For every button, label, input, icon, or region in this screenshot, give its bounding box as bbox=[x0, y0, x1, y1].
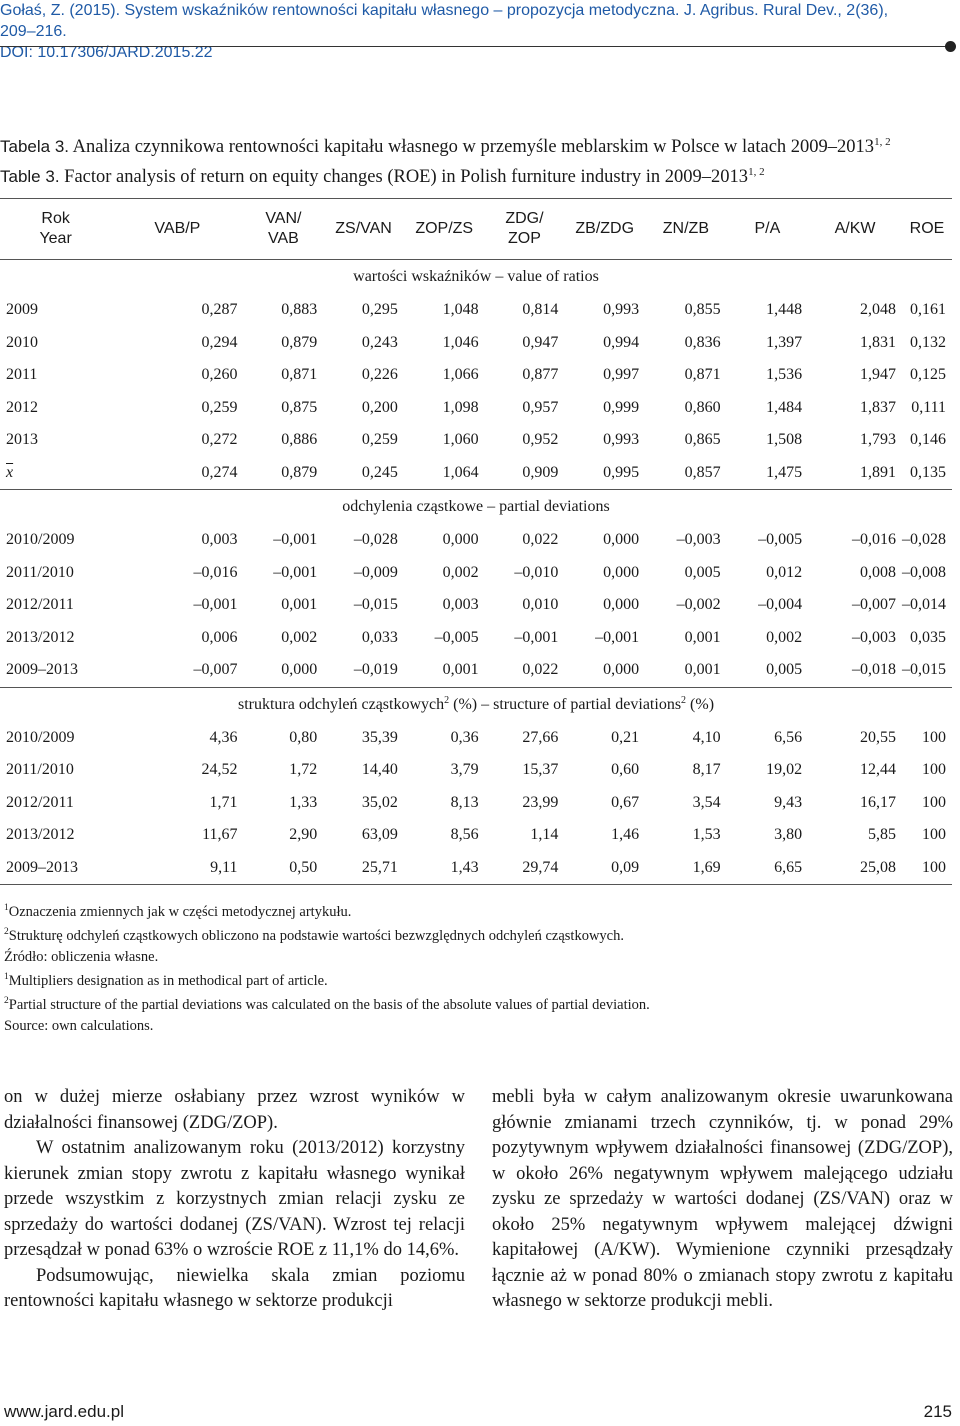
table-cell: –0,007 bbox=[193, 661, 238, 679]
note-text: Multipliers designation as in methodical part of article. bbox=[8, 972, 328, 989]
body-paragraph: W ostatnim analizowanym roku (2013/2012) korzystny kierunek zmian stopy zwrotu z kapitału własnego wynikał przede wszystkim z korzystnych zmian relacji zysku ze sprzedaży do wartości dodanej (ZS/VAN). Wzrost tej relacji przesądzał w ponad 63% o wzroście ROE z 11,1% do 14,6%. bbox=[4, 1138, 465, 1260]
table-cell: 0,245 bbox=[361, 463, 398, 481]
header-col: A/KW bbox=[834, 220, 876, 237]
table-cell: 0,132 bbox=[910, 333, 946, 351]
table-cell: –0,001 bbox=[514, 628, 559, 646]
header-rule bbox=[0, 46, 946, 47]
table-cell: 1,448 bbox=[766, 301, 803, 319]
table-cell: 0,243 bbox=[361, 333, 398, 351]
table-cell: –0,003 bbox=[676, 531, 721, 549]
table-row bbox=[0, 557, 952, 590]
body-column-right bbox=[492, 1085, 953, 1315]
table-cell: 8,13 bbox=[450, 793, 479, 811]
table-cell: 0,135 bbox=[910, 463, 946, 481]
table-cell: –0,008 bbox=[902, 563, 946, 581]
row-year: 2009 bbox=[6, 301, 38, 319]
caption-en-text: Factor analysis of return on equity changes (ROE) in Polish furniture industry in 2009–2013 bbox=[64, 167, 749, 188]
row-year: 2010 bbox=[6, 333, 38, 351]
note-line bbox=[4, 967, 944, 991]
row-year: 2012 bbox=[6, 398, 38, 416]
row-year: 2010/2009 bbox=[6, 728, 75, 746]
header-col: VAB/P bbox=[154, 220, 201, 237]
table-row bbox=[0, 754, 952, 787]
table-cell: 1,71 bbox=[209, 793, 238, 811]
table-cell: 100 bbox=[902, 852, 952, 885]
table-cell: 27,66 bbox=[522, 728, 559, 746]
table-cell: 1,048 bbox=[442, 301, 479, 319]
page-number: 215 bbox=[923, 1402, 952, 1421]
table-cell: 0,295 bbox=[361, 301, 398, 319]
table-cell: 9,43 bbox=[774, 793, 803, 811]
table-cell: 0,200 bbox=[361, 398, 398, 416]
note-line bbox=[4, 1016, 944, 1037]
table-cell: 0,001 bbox=[684, 628, 721, 646]
table-cell: 25,71 bbox=[323, 852, 404, 885]
header-rok: Rok bbox=[41, 210, 70, 227]
table-cell: 6,65 bbox=[727, 852, 809, 885]
table-cell: 0,000 bbox=[442, 531, 479, 549]
row-year bbox=[0, 457, 111, 490]
caption-en-label: Table 3. bbox=[0, 167, 60, 187]
table-cell: –0,005 bbox=[758, 531, 803, 549]
table-cell: 0,886 bbox=[281, 431, 318, 449]
header-year-en: Year bbox=[39, 230, 72, 247]
caption-pl bbox=[0, 130, 960, 160]
section-title-part: (%) – structure of partial deviations bbox=[449, 696, 682, 714]
table-cell: 23,99 bbox=[522, 793, 559, 811]
table-cell: 14,40 bbox=[361, 761, 398, 779]
table-row bbox=[0, 424, 952, 457]
table-cell: 2,048 bbox=[860, 301, 896, 319]
table-cell: 0,865 bbox=[684, 431, 721, 449]
table-cell: 0,002 bbox=[442, 563, 479, 581]
table-cell: –0,010 bbox=[514, 563, 559, 581]
table-cell: –0,004 bbox=[758, 596, 803, 614]
table-cell: 0,80 bbox=[289, 728, 318, 746]
table-cell: 100 bbox=[922, 728, 946, 746]
table-cell: 0,877 bbox=[522, 366, 559, 384]
table-cell: 0,012 bbox=[766, 563, 803, 581]
section-title bbox=[0, 260, 952, 295]
footer-url[interactable]: www.jard.edu.pl bbox=[4, 1402, 125, 1421]
note-text: Partial structure of the partial deviations was calculated on the basis of the absolute values of partial deviation. bbox=[8, 997, 650, 1014]
table-cell: 0,008 bbox=[860, 563, 896, 581]
table-cell: 0,000 bbox=[603, 531, 640, 549]
citation-line-1: Gołaś, Z. (2015). System wskaźników rentowności kapitału własnego – propozycja metodyczna. J. Agribus. Rural Dev., 2(36), 209–216. bbox=[0, 2, 889, 40]
table-cell: 1,837 bbox=[860, 398, 896, 416]
table-cell: 0,871 bbox=[281, 366, 318, 384]
table-cell: 24,52 bbox=[201, 761, 238, 779]
table-cell: –0,015 bbox=[353, 596, 398, 614]
table-cell: 1,831 bbox=[860, 333, 896, 351]
section-title bbox=[0, 490, 952, 525]
table-header-row bbox=[0, 199, 952, 260]
header-col: ROE bbox=[909, 220, 945, 237]
header-col: ZOP/ZS bbox=[415, 220, 474, 237]
header-rule-dot bbox=[945, 41, 956, 52]
table-cell: 8,17 bbox=[692, 761, 721, 779]
body-paragraph: on w dużej mierze osłabiany przez wzrost wyników w działalności finansowej (ZDG/ZOP). bbox=[4, 1087, 465, 1133]
table-cell: 0,033 bbox=[361, 628, 398, 646]
table-cell: 0,67 bbox=[611, 793, 640, 811]
table-cell: 0,09 bbox=[564, 852, 645, 885]
table-cell: –0,019 bbox=[353, 661, 398, 679]
table-cell: 1,536 bbox=[766, 366, 803, 384]
row-year: 2011/2010 bbox=[6, 761, 74, 779]
table-cell: –0,001 bbox=[595, 628, 640, 646]
row-year: 2013/2012 bbox=[6, 628, 75, 646]
table-body bbox=[0, 260, 952, 885]
section-title-part: wartości wskaźników – value of ratios bbox=[353, 268, 599, 285]
table-cell: 0,36 bbox=[450, 728, 479, 746]
body-paragraph: mebli była w całym analizowanym okresie uwarunkowana głównie zmianami trzech czynników, tj. w ponad 29% pozytywnym wpływem działalności finansowej (ZDG/ZOP), w około 26% negatywnym wpływem malejącego udziału zysku ze sprzedaży w wartości dodanej (ZS/VAN) oraz w około 25% negatywnym wpływem malejącej dźwigni kapitałowej (A/KW). Wymienione czynniki przesądzały łącznie aż w ponad 80% o zmianach stopy zwrotu z kapitału własnego w sektorze produkcji mebli. bbox=[492, 1087, 953, 1311]
table-cell: 16,17 bbox=[860, 793, 896, 811]
table-cell: 0,994 bbox=[603, 333, 640, 351]
table-cell: 100 bbox=[922, 793, 946, 811]
table-cell: –0,014 bbox=[902, 596, 946, 614]
table-row bbox=[0, 622, 952, 655]
section-title-part: struktura odchyleń cząstkowych bbox=[237, 696, 445, 714]
table-cell: 12,44 bbox=[860, 761, 896, 779]
note-line bbox=[4, 898, 944, 922]
body-paragraph: Podsumowując, niewielka skala zmian poziomu rentowności kapitału własnego w sektorze produkcji bbox=[4, 1265, 465, 1311]
table-row bbox=[0, 524, 952, 557]
header-col: ZN/ZB bbox=[662, 220, 709, 237]
table-cell: 2,90 bbox=[289, 826, 318, 844]
table-row bbox=[0, 787, 952, 820]
citation-header bbox=[0, 0, 900, 63]
note-sup: 2 bbox=[4, 927, 9, 938]
table-cell: 1,46 bbox=[611, 826, 640, 844]
table-cell: 0,000 bbox=[603, 563, 640, 581]
table-cell: 5,85 bbox=[868, 826, 896, 844]
table-cell: 20,55 bbox=[860, 728, 896, 746]
table-cell: 0,002 bbox=[766, 628, 803, 646]
table-cell: 1,53 bbox=[692, 826, 721, 844]
table-cell: 0,909 bbox=[522, 463, 559, 481]
table-cell: 1,397 bbox=[766, 333, 803, 351]
header-col: VAN/ VAB bbox=[265, 210, 302, 247]
table-cell: 0,274 bbox=[201, 463, 238, 481]
table-cell: 0,111 bbox=[911, 398, 946, 416]
table-cell: 0,871 bbox=[684, 366, 721, 384]
table-cell: –0,001 bbox=[273, 563, 318, 581]
section-structure bbox=[0, 687, 952, 722]
header-year bbox=[0, 199, 111, 260]
table-cell: 0,952 bbox=[522, 431, 559, 449]
caption-en-sup: 1, 2 bbox=[748, 166, 765, 179]
row-year: 2012/2011 bbox=[6, 793, 74, 811]
table-cell: 0,001 bbox=[281, 596, 318, 614]
header-col: ZB/ZDG bbox=[575, 220, 635, 237]
table-cell: 1,33 bbox=[289, 793, 318, 811]
note-text: Strukturę odchyleń cząstkowych obliczono na podstawie wartości bezwzględnych odchyleń cząstkowych. bbox=[8, 928, 624, 945]
table-cell: 1,72 bbox=[289, 761, 318, 779]
table-row bbox=[0, 589, 952, 622]
table-cell: 3,79 bbox=[450, 761, 479, 779]
table-cell: 0,002 bbox=[281, 628, 318, 646]
table-cell: 0,993 bbox=[603, 431, 640, 449]
table-cell: 6,56 bbox=[774, 728, 803, 746]
table-cell: 0,161 bbox=[910, 301, 946, 319]
table-cell: 0,226 bbox=[361, 366, 398, 384]
table-cell: 0,260 bbox=[201, 366, 238, 384]
table-cell: 1,098 bbox=[442, 398, 479, 416]
table-cell: 8,56 bbox=[450, 826, 479, 844]
table-cell: –0,016 bbox=[852, 531, 896, 549]
factor-analysis-table bbox=[0, 198, 952, 885]
table-cell: 1,064 bbox=[442, 463, 479, 481]
header-col: ZDG/ ZOP bbox=[505, 210, 544, 247]
table-row bbox=[0, 852, 952, 885]
citation-doi[interactable]: DOI: 10.17306/JARD.2015.22 bbox=[0, 44, 213, 61]
table-cell: 25,08 bbox=[808, 852, 902, 885]
table-cell: 1,484 bbox=[766, 398, 803, 416]
table-notes bbox=[4, 898, 944, 1036]
table-cell: –0,015 bbox=[902, 661, 946, 679]
caption-en bbox=[0, 160, 960, 190]
table-cell: –0,028 bbox=[353, 531, 398, 549]
table-cell: 1,508 bbox=[766, 431, 803, 449]
table-cell: –0,007 bbox=[852, 596, 896, 614]
header-col: P/A bbox=[754, 220, 781, 237]
table-cell: –0,001 bbox=[273, 531, 318, 549]
table-cell: 0,000 bbox=[603, 661, 640, 679]
table-cell: –0,003 bbox=[852, 628, 896, 646]
table-row bbox=[0, 294, 952, 327]
table-cell: 0,259 bbox=[201, 398, 238, 416]
row-year: 2009–2013 bbox=[6, 661, 78, 679]
table-cell: 1,475 bbox=[766, 463, 803, 481]
row-year: 2009–2013 bbox=[0, 852, 111, 885]
table-cell: 1,066 bbox=[442, 366, 479, 384]
table-cell: 0,003 bbox=[201, 531, 238, 549]
table-cell: 3,80 bbox=[774, 826, 803, 844]
header-col: ZS/VAN bbox=[335, 220, 392, 237]
table-cell: 0,010 bbox=[522, 596, 559, 614]
note-text: Źródło: obliczenia własne. bbox=[4, 948, 159, 965]
table-cell: 3,54 bbox=[692, 793, 721, 811]
table-cell: 11,67 bbox=[202, 826, 238, 844]
note-sup: 1 bbox=[4, 903, 9, 913]
table-cell: 35,39 bbox=[361, 728, 398, 746]
table-cell: 4,10 bbox=[692, 728, 721, 746]
table-cell: 0,997 bbox=[603, 366, 640, 384]
table-cell: –0,005 bbox=[434, 628, 479, 646]
table-cell: –0,002 bbox=[676, 596, 721, 614]
table-row bbox=[0, 819, 952, 852]
table-cell: 1,891 bbox=[860, 463, 896, 481]
table-cell: 1,046 bbox=[442, 333, 479, 351]
table-row bbox=[0, 654, 952, 687]
table-cell: 1,43 bbox=[404, 852, 485, 885]
table-cell: 0,836 bbox=[684, 333, 721, 351]
table-cell: 0,879 bbox=[281, 333, 318, 351]
table-cell: 0,860 bbox=[684, 398, 721, 416]
table-cell: 100 bbox=[922, 826, 946, 844]
table-cell: 0,857 bbox=[684, 463, 721, 481]
table-cell: 0,50 bbox=[244, 852, 324, 885]
caption-pl-text: Analiza czynnikowa rentowności kapitału własnego w przemyśle meblarskim w Polsce w latach 2009–2013 bbox=[72, 137, 875, 158]
table-cell: 29,74 bbox=[485, 852, 565, 885]
table-cell: –0,009 bbox=[353, 563, 398, 581]
section-partial-deviations bbox=[0, 490, 952, 525]
section-title-part: odchylenia cząstkowe – partial deviations bbox=[342, 498, 610, 515]
table-cell: 0,035 bbox=[910, 628, 946, 646]
table-cell: 9,11 bbox=[111, 852, 243, 885]
section-values bbox=[0, 260, 952, 295]
table-cell: 0,005 bbox=[766, 661, 803, 679]
row-year: 2013 bbox=[6, 431, 38, 449]
table-cell: 0,022 bbox=[522, 661, 559, 679]
table-cell: 0,001 bbox=[684, 661, 721, 679]
table-cell: 4,36 bbox=[209, 728, 238, 746]
note-text: Oznaczenia zmiennych jak w części metodycznej artykułu. bbox=[8, 903, 352, 920]
table-cell: 0,272 bbox=[201, 431, 238, 449]
row-year: 2011 bbox=[6, 366, 38, 384]
table-cell: 0,855 bbox=[684, 301, 721, 319]
table-cell: 0,883 bbox=[281, 301, 318, 319]
section-title-sup: 2 bbox=[444, 694, 450, 706]
caption-pl-label: Tabela 3. bbox=[0, 137, 69, 157]
section-title-part: (%) bbox=[686, 696, 715, 714]
note-sup: 1 bbox=[4, 972, 9, 983]
row-year: 2011/2010 bbox=[6, 563, 74, 581]
table-cell: –0,016 bbox=[193, 563, 238, 581]
note-line bbox=[4, 947, 944, 968]
table-cell: 19,02 bbox=[766, 761, 803, 779]
table-row bbox=[0, 457, 952, 490]
table-cell: 15,37 bbox=[522, 761, 559, 779]
table-cell: 1,14 bbox=[530, 826, 559, 844]
table-cell: 1,947 bbox=[860, 366, 896, 384]
table-cell: 0,879 bbox=[281, 463, 318, 481]
note-sup: 2 bbox=[4, 996, 9, 1007]
section-title-sup: 2 bbox=[681, 694, 687, 706]
body-column-left bbox=[4, 1085, 465, 1315]
table-cell: 0,005 bbox=[684, 563, 721, 581]
table-cell: –0,018 bbox=[852, 661, 896, 679]
table-cell: 0,259 bbox=[361, 431, 398, 449]
row-year: 2010/2009 bbox=[6, 531, 75, 549]
note-text: Source: own calculations. bbox=[4, 1017, 154, 1034]
table-cell: 35,02 bbox=[361, 793, 398, 811]
table-cell: 0,995 bbox=[603, 463, 640, 481]
table-row bbox=[0, 722, 952, 755]
table-cell: 63,09 bbox=[361, 826, 398, 844]
table-cell: –0,001 bbox=[193, 596, 238, 614]
note-line bbox=[4, 991, 944, 1015]
table-cell: 100 bbox=[922, 761, 946, 779]
table-cell: 0,146 bbox=[910, 431, 946, 449]
table-cell: 0,003 bbox=[442, 596, 479, 614]
section-title bbox=[0, 687, 952, 722]
table-cell: 0,21 bbox=[611, 728, 640, 746]
table-captions bbox=[0, 130, 960, 190]
table-row bbox=[0, 392, 952, 425]
table-cell: 0,022 bbox=[522, 531, 559, 549]
table-cell: 0,000 bbox=[603, 596, 640, 614]
table-cell: 0,814 bbox=[522, 301, 559, 319]
table-cell: 0,875 bbox=[281, 398, 318, 416]
table-cell: 0,287 bbox=[201, 301, 238, 319]
table-cell: 1,060 bbox=[442, 431, 479, 449]
table-cell: 0,294 bbox=[201, 333, 238, 351]
table-cell: 0,993 bbox=[603, 301, 640, 319]
table-cell: 0,957 bbox=[522, 398, 559, 416]
table-cell: 0,125 bbox=[910, 366, 946, 384]
table-row bbox=[0, 359, 952, 392]
table-cell: 0,947 bbox=[522, 333, 559, 351]
row-year: 2012/2011 bbox=[6, 596, 74, 614]
caption-pl-sup: 1, 2 bbox=[874, 136, 891, 148]
table-cell: 0,999 bbox=[603, 398, 640, 416]
note-line bbox=[4, 922, 944, 946]
table-cell: 0,001 bbox=[442, 661, 479, 679]
table-cell: 0,000 bbox=[281, 661, 318, 679]
mean-symbol: $\overline{x}$ bbox=[6, 463, 14, 481]
table-cell: 1,69 bbox=[645, 852, 727, 885]
table-cell: 0,60 bbox=[611, 761, 640, 779]
table-row bbox=[0, 327, 952, 360]
table-cell: –0,028 bbox=[902, 531, 946, 549]
table-cell: 1,793 bbox=[860, 431, 896, 449]
row-year: 2013/2012 bbox=[6, 826, 75, 844]
table-cell: 0,006 bbox=[201, 628, 238, 646]
